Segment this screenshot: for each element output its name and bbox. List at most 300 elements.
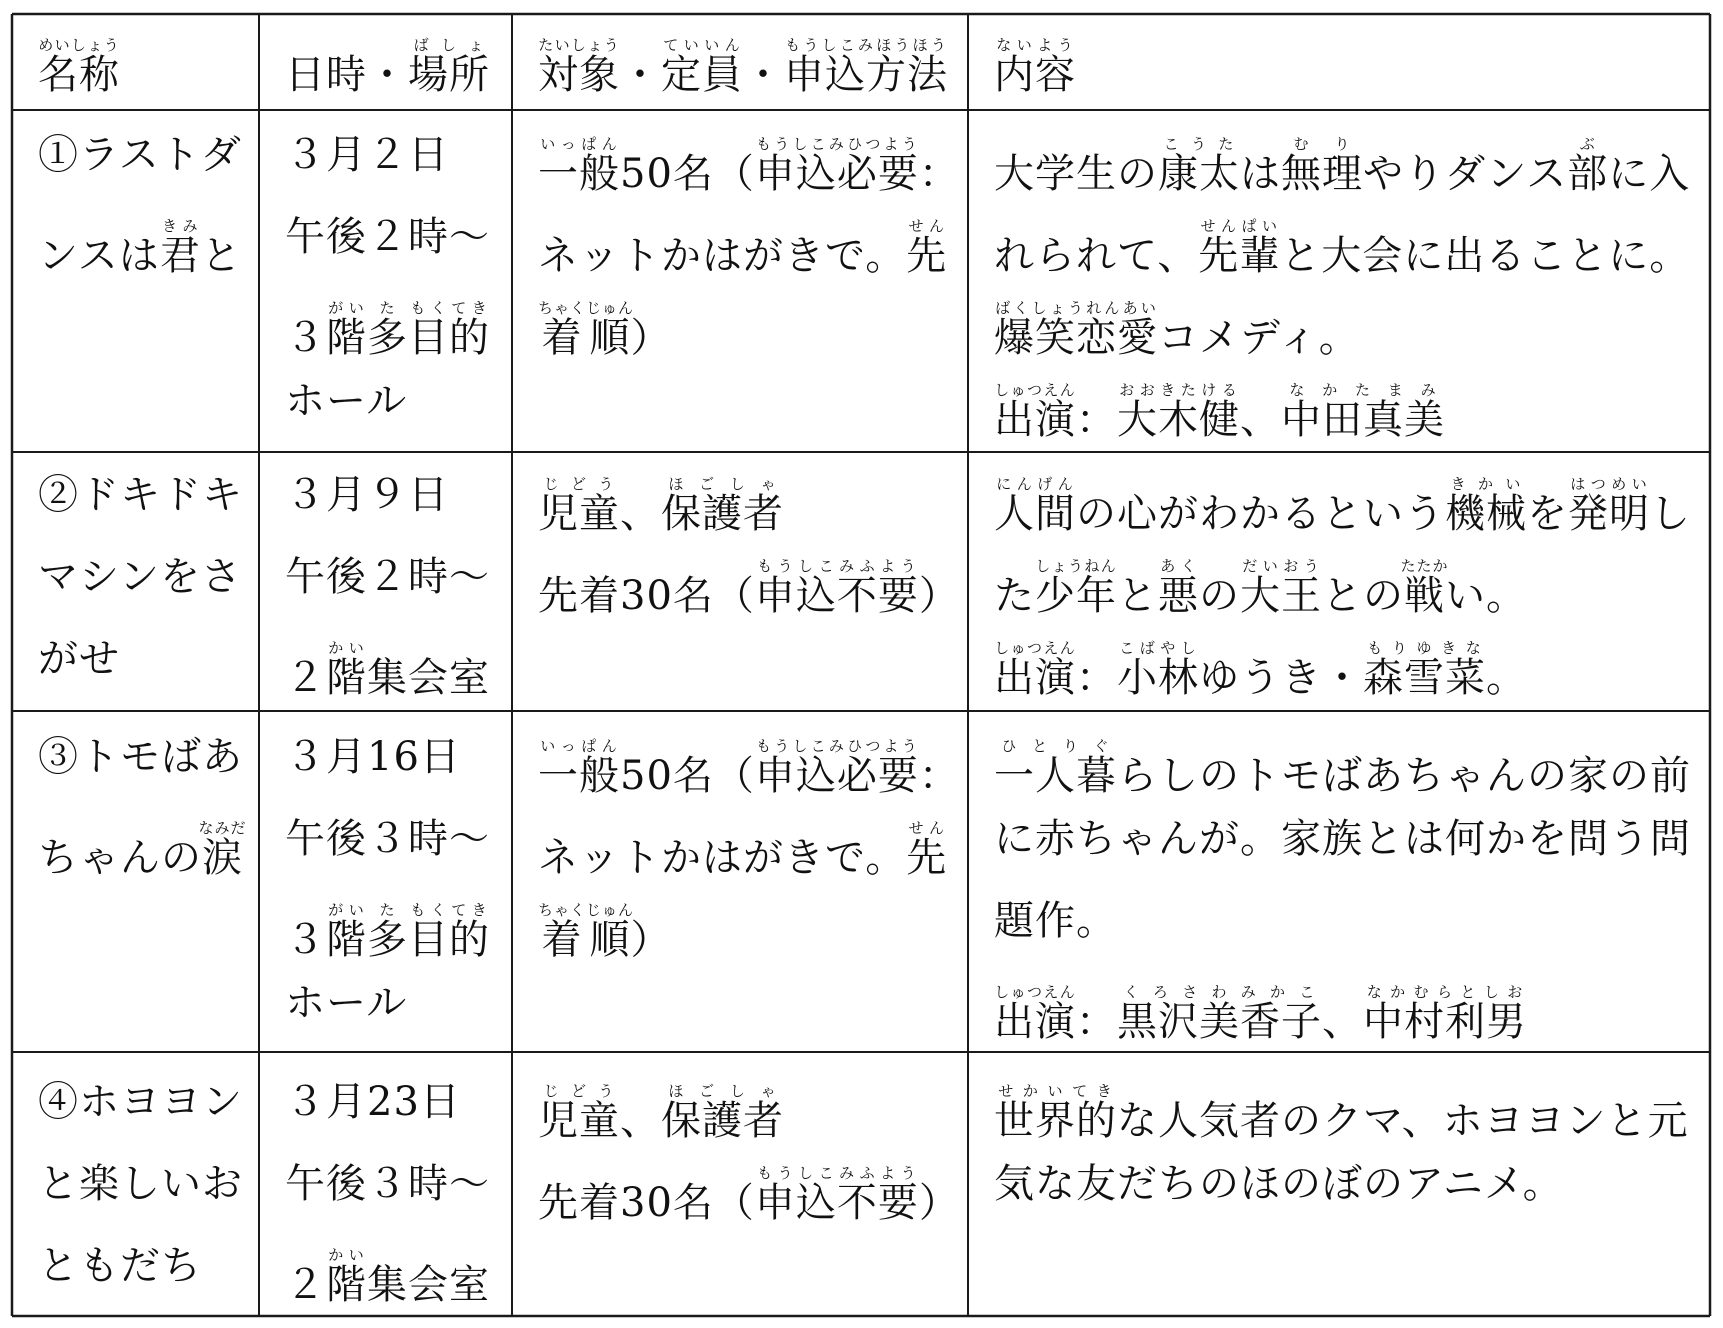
header-label: [538, 36, 948, 98]
kanji-text: 出演: [994, 655, 1076, 701]
text-segment: ３月16日: [285, 734, 461, 780]
text-segment: との: [1322, 573, 1404, 619]
furigana-word: [538, 299, 635, 361]
furigana-word: [326, 1246, 367, 1308]
furigana-reading: しゅつえん: [994, 639, 1076, 657]
table-cell-apply: [512, 110, 968, 452]
furigana-reading: しゅつえん: [994, 983, 1076, 1001]
furigana-reading: もうしこみほうほう: [784, 36, 948, 54]
table-cell-title: [12, 452, 259, 711]
title-line: [38, 819, 247, 881]
text-segment: ゆうき・: [1199, 655, 1363, 701]
kanji-text: 無理: [1281, 151, 1363, 197]
table-cell-content: [968, 452, 1710, 711]
kanji-text: 先: [906, 233, 948, 279]
kanji-text: 保護者: [661, 1098, 784, 1144]
furigana-word: [1445, 475, 1527, 537]
kanji-text: 少年: [1035, 573, 1117, 619]
text-segment: と大会に出ることに。: [1280, 233, 1691, 279]
furigana-word: [661, 1082, 784, 1144]
furigana-word: [994, 381, 1076, 443]
text-segment: 午後２時～: [285, 214, 490, 260]
furigana-word: [754, 135, 919, 197]
title-line: [38, 734, 243, 780]
text-segment: ホール: [285, 378, 408, 424]
header-cell-target-capacity-apply: [512, 14, 968, 110]
table-cell-schedule: [259, 1052, 512, 1316]
schedule-line: [285, 980, 408, 1026]
table-cell-title: [12, 110, 259, 452]
text-segment: ちゃんの: [38, 835, 202, 881]
text-segment: し: [1650, 491, 1691, 537]
text-segment: がせ: [38, 636, 120, 682]
furigana-reading: いっぱん: [538, 135, 620, 153]
table-cell-content: [968, 711, 1710, 1052]
furigana-word: [1400, 557, 1449, 619]
kanji-text: 中村利男: [1363, 999, 1527, 1045]
kanji-text: 保護者: [661, 491, 784, 537]
furigana-word: [408, 901, 490, 963]
kanji-text: 申込不要: [754, 573, 919, 619]
schedule-line: [285, 816, 490, 862]
furigana-word: [408, 299, 490, 361]
furigana-word: [367, 901, 408, 963]
furigana-word: [198, 819, 247, 881]
furigana-word: [326, 639, 367, 701]
table-cell-schedule: [259, 452, 512, 711]
schedule-line: [285, 734, 461, 780]
kanji-text: 目的: [408, 917, 490, 963]
furigana-reading: せんぱい: [1198, 217, 1281, 235]
text-segment: コメディ。: [1158, 315, 1360, 361]
furigana-word: [38, 36, 120, 98]
schedule-line: [285, 1246, 490, 1308]
kanji-text: 悪: [1158, 573, 1199, 619]
furigana-reading: はつめい: [1568, 475, 1650, 493]
content-line: [994, 898, 1117, 944]
kanji-text: 申込不要: [754, 1180, 919, 1226]
kanji-text: 申込必要: [754, 151, 919, 197]
furigana-word: [1281, 135, 1363, 197]
table-cell-content: [968, 110, 1710, 452]
furigana-reading: もうしこみふよう: [754, 557, 919, 575]
text-segment: 午後２時～: [285, 554, 490, 600]
text-segment: 先着30名（: [538, 1180, 755, 1226]
furigana-word: [326, 901, 367, 963]
kanji-text: 君: [159, 233, 201, 279]
text-segment: ３月９日: [285, 472, 449, 518]
furigana-word: [538, 475, 620, 537]
content-line: [994, 816, 1691, 862]
furigana-word: [1363, 983, 1527, 1045]
kanji-text: 部: [1567, 151, 1609, 197]
table-cell-content: [968, 1052, 1710, 1316]
header-label: [285, 36, 490, 98]
furigana-reading: じどう: [538, 475, 620, 493]
text-segment: ・: [743, 52, 784, 98]
furigana-word: [994, 983, 1076, 1045]
kanji-text: 一般: [538, 151, 620, 197]
text-segment: ンスは: [38, 233, 160, 279]
title-line: [38, 636, 120, 682]
furigana-word: [1117, 639, 1199, 701]
text-segment: 集会室: [367, 1262, 490, 1308]
text-segment: ①ラストダ: [38, 132, 242, 178]
kanji-text: 機械: [1445, 491, 1527, 537]
furigana-reading: じどう: [538, 1082, 620, 1100]
text-segment: 気な友だちのほのぼのアニメ。: [994, 1161, 1564, 1207]
furigana-reading: かい: [326, 639, 367, 657]
text-segment: の心がわかるという: [1076, 491, 1445, 537]
content-line: [994, 217, 1691, 279]
furigana-word: [538, 737, 620, 799]
text-segment: れられて、: [994, 233, 1199, 279]
text-segment: ）: [630, 917, 672, 963]
furigana-reading: むり: [1281, 135, 1363, 153]
furigana-word: [1158, 557, 1199, 619]
furigana-word: [994, 1082, 1117, 1144]
content-line: [994, 737, 1691, 799]
table-cell-title: [12, 711, 259, 1052]
text-segment: 。: [1486, 655, 1527, 701]
header-label: [994, 36, 1076, 98]
content-line: [994, 1161, 1564, 1207]
content-line: [994, 557, 1527, 619]
schedule-line: [285, 1079, 461, 1125]
text-segment: の: [1199, 573, 1240, 619]
kanji-text: 階: [326, 655, 367, 701]
kanji-text: 階: [326, 315, 367, 361]
furigana-word: [994, 639, 1076, 701]
furigana-word: [1363, 639, 1486, 701]
kanji-text: 康太: [1158, 151, 1240, 197]
furigana-reading: せん: [906, 819, 948, 837]
text-segment: を: [1527, 491, 1568, 537]
furigana-word: [1567, 135, 1609, 197]
content-line: [994, 299, 1360, 361]
schedule-line: [285, 639, 490, 701]
schedule-line: [285, 472, 449, 518]
table-cell-apply: [512, 711, 968, 1052]
kanji-text: 一人暮: [994, 753, 1117, 799]
text-segment: に入: [1608, 151, 1691, 197]
furigana-word: [1158, 135, 1240, 197]
text-segment: ）: [918, 573, 960, 619]
content-line: [994, 135, 1691, 197]
furigana-word: [538, 901, 635, 963]
kanji-text: 先輩: [1198, 233, 1281, 279]
furigana-reading: たたか: [1400, 557, 1449, 575]
furigana-reading: もうしこみひつよう: [754, 737, 919, 755]
kanji-text: 申込方法: [784, 52, 948, 98]
text-segment: 、: [1240, 397, 1281, 443]
header-label: [38, 36, 120, 98]
apply-line: [538, 135, 960, 197]
text-segment: ：: [1076, 999, 1117, 1045]
kanji-text: 人間: [994, 491, 1076, 537]
kanji-text: 対象: [538, 52, 620, 98]
text-segment: 、: [1322, 999, 1363, 1045]
text-segment: ３: [285, 917, 326, 963]
furigana-word: [1117, 983, 1322, 1045]
text-segment: 50名（: [620, 151, 755, 197]
kanji-text: 世界的: [994, 1098, 1117, 1144]
furigana-reading: こばやし: [1117, 639, 1199, 657]
text-segment: ：: [918, 753, 960, 799]
content-line: [994, 639, 1527, 701]
furigana-reading: もうしこみひつよう: [754, 135, 919, 153]
furigana-word: [367, 299, 408, 361]
kanji-text: 多: [367, 917, 408, 963]
text-segment: に赤ちゃんが。家族とは何かを問う問: [994, 816, 1691, 862]
furigana-word: [538, 1082, 620, 1144]
furigana-reading: しょうねん: [1035, 557, 1117, 575]
text-segment: らしのトモばあちゃんの家の前: [1117, 753, 1691, 799]
kanji-text: 階: [326, 1262, 367, 1308]
text-segment: マシンをさ: [38, 554, 242, 600]
furigana-word: [661, 36, 743, 98]
kanji-text: 爆笑恋愛: [994, 315, 1158, 361]
kanji-text: 大木健: [1117, 397, 1240, 443]
kanji-text: 多: [367, 315, 408, 361]
text-segment: 午後３時～: [285, 816, 490, 862]
furigana-reading: ちゃくじゅん: [538, 299, 635, 317]
text-segment: ）: [918, 1180, 960, 1226]
text-segment: ネットかはがきで。: [538, 233, 907, 279]
furigana-word: [661, 475, 784, 537]
furigana-reading: なかむらとしお: [1363, 983, 1527, 1001]
header-cell-content: [968, 14, 1710, 110]
kanji-text: 中田真美: [1281, 397, 1445, 443]
text-segment: 先着30名（: [538, 573, 755, 619]
table-cell-apply: [512, 1052, 968, 1316]
text-segment: 、: [620, 1098, 661, 1144]
content-line: [994, 1082, 1689, 1144]
text-segment: い。: [1445, 573, 1527, 619]
kanji-text: 発明: [1568, 491, 1650, 537]
furigana-reading: もくてき: [408, 901, 490, 919]
furigana-reading: きみ: [159, 217, 201, 235]
furigana-word: [1035, 557, 1117, 619]
furigana-word: [1117, 381, 1240, 443]
title-line: [38, 132, 242, 178]
furigana-reading: しゅつえん: [994, 381, 1076, 399]
content-line: [994, 983, 1527, 1045]
text-segment: やりダンス: [1363, 151, 1568, 197]
apply-line: [538, 737, 960, 799]
table-cell-schedule: [259, 110, 512, 452]
kanji-text: 名称: [38, 52, 120, 98]
schedule-line: [285, 214, 490, 260]
furigana-word: [408, 36, 490, 98]
text-segment: ・: [620, 52, 661, 98]
furigana-reading: かい: [326, 1246, 367, 1264]
furigana-reading: きかい: [1445, 475, 1527, 493]
kanji-text: 目的: [408, 315, 490, 361]
text-segment: ３: [285, 315, 326, 361]
kanji-text: 定員: [661, 52, 743, 98]
furigana-reading: なみだ: [198, 819, 247, 837]
schedule-line: [285, 1161, 490, 1207]
text-segment: ２: [285, 1262, 326, 1308]
furigana-reading: ほごしゃ: [661, 1082, 784, 1100]
schedule-line: [285, 132, 449, 178]
title-line: [38, 472, 243, 518]
furigana-reading: ちゃくじゅん: [538, 901, 635, 919]
furigana-word: [1568, 475, 1650, 537]
apply-line: [538, 475, 784, 537]
text-segment: と: [200, 233, 242, 279]
title-line: [38, 217, 242, 279]
furigana-word: [1198, 217, 1281, 279]
furigana-reading: あく: [1158, 557, 1199, 575]
text-segment: ２: [285, 655, 326, 701]
furigana-word: [159, 217, 201, 279]
text-segment: ③トモばあ: [38, 734, 243, 780]
furigana-reading: ぶ: [1567, 135, 1609, 153]
furigana-reading: ないよう: [994, 36, 1076, 54]
schedule-line: [285, 901, 490, 963]
apply-line: [538, 557, 960, 619]
furigana-word: [994, 36, 1076, 98]
kanji-text: 階: [326, 917, 367, 963]
furigana-word: [784, 36, 948, 98]
furigana-reading: こうた: [1158, 135, 1240, 153]
text-segment: と楽しいお: [38, 1161, 243, 1207]
table-cell-schedule: [259, 711, 512, 1052]
apply-line: [538, 217, 948, 279]
kanji-text: 着順: [538, 315, 635, 361]
furigana-word: [754, 1164, 919, 1226]
kanji-text: 児童: [538, 491, 620, 537]
text-segment: ：: [1076, 655, 1117, 701]
text-segment: ともだち: [38, 1243, 202, 1289]
kanji-text: 小林: [1117, 655, 1199, 701]
kanji-text: 出演: [994, 397, 1076, 443]
furigana-word: [754, 557, 919, 619]
text-segment: ３月23日: [285, 1079, 461, 1125]
header-cell-name: [12, 14, 259, 110]
furigana-reading: おおきたける: [1117, 381, 1240, 399]
furigana-reading: にんげん: [994, 475, 1076, 493]
text-segment: な人気者のクマ、ホヨヨンと元: [1117, 1098, 1689, 1144]
text-segment: た: [994, 573, 1035, 619]
furigana-word: [754, 737, 919, 799]
furigana-word: [906, 217, 948, 279]
apply-line: [538, 819, 948, 881]
text-segment: 午後３時～: [285, 1161, 490, 1207]
kanji-text: 先: [906, 835, 948, 881]
furigana-reading: いっぱん: [538, 737, 620, 755]
furigana-reading: もうしこみふよう: [754, 1164, 919, 1182]
furigana-reading: だいおう: [1240, 557, 1322, 575]
furigana-reading: た: [367, 299, 408, 317]
apply-line: [538, 299, 672, 361]
furigana-word: [538, 36, 620, 98]
apply-line: [538, 1164, 960, 1226]
furigana-reading: ほごしゃ: [661, 475, 784, 493]
furigana-reading: ひとりぐ: [994, 737, 1117, 755]
kanji-text: 内容: [994, 52, 1076, 98]
text-segment: は: [1240, 151, 1281, 197]
text-segment: ネットかはがきで。: [538, 835, 907, 881]
kanji-text: 出演: [994, 999, 1076, 1045]
text-segment: ホール: [285, 980, 408, 1026]
text-segment: ②ドキドキ: [38, 472, 243, 518]
table-cell-apply: [512, 452, 968, 711]
furigana-word: [994, 299, 1158, 361]
schedule-line: [285, 299, 490, 361]
text-segment: 集会室: [367, 655, 490, 701]
text-segment: ３月２日: [285, 132, 449, 178]
furigana-reading: がい: [326, 299, 367, 317]
title-line: [38, 554, 242, 600]
furigana-reading: めいしょう: [38, 36, 120, 54]
text-segment: ④ホヨヨン: [38, 1079, 243, 1125]
furigana-word: [326, 299, 367, 361]
text-segment: 題作。: [994, 898, 1117, 944]
furigana-reading: せん: [906, 217, 948, 235]
furigana-word: [994, 737, 1117, 799]
apply-line: [538, 1082, 784, 1144]
kanji-text: 黒沢美香子: [1117, 999, 1322, 1045]
title-line: [38, 1161, 243, 1207]
furigana-reading: た: [367, 901, 408, 919]
furigana-reading: ばしょ: [408, 36, 490, 54]
furigana-reading: がい: [326, 901, 367, 919]
furigana-word: [906, 819, 948, 881]
furigana-reading: くろさわみかこ: [1117, 983, 1322, 1001]
text-segment: 大学生の: [994, 151, 1158, 197]
furigana-reading: もりゆきな: [1363, 639, 1486, 657]
text-segment: 日時・: [285, 52, 408, 98]
schedule-line: [285, 554, 490, 600]
title-line: [38, 1243, 202, 1289]
content-line: [994, 381, 1445, 443]
kanji-text: 涙: [198, 835, 247, 881]
schedule-line: [285, 378, 408, 424]
kanji-text: 一般: [538, 753, 620, 799]
kanji-text: 場所: [408, 52, 490, 98]
text-segment: と: [1117, 573, 1158, 619]
furigana-reading: たいしょう: [538, 36, 620, 54]
text-segment: 50名（: [620, 753, 755, 799]
kanji-text: 森雪菜: [1363, 655, 1486, 701]
text-segment: ：: [918, 151, 960, 197]
kanji-text: 大王: [1240, 573, 1322, 619]
header-cell-datetime-place: [259, 14, 512, 110]
text-segment: ）: [630, 315, 672, 361]
text-segment: ：: [1076, 397, 1117, 443]
apply-line: [538, 901, 672, 963]
text-segment: 、: [620, 491, 661, 537]
kanji-text: 児童: [538, 1098, 620, 1144]
kanji-text: 着順: [538, 917, 635, 963]
content-line: [994, 475, 1691, 537]
furigana-reading: ばくしょうれんあい: [994, 299, 1158, 317]
title-line: [38, 1079, 243, 1125]
furigana-reading: もくてき: [408, 299, 490, 317]
furigana-reading: なかたまみ: [1281, 381, 1445, 399]
furigana-word: [1281, 381, 1445, 443]
furigana-word: [538, 135, 620, 197]
kanji-text: 戦: [1400, 573, 1449, 619]
table-cell-title: [12, 1052, 259, 1316]
furigana-reading: ていいん: [661, 36, 743, 54]
furigana-reading: せかいてき: [994, 1082, 1117, 1100]
kanji-text: 申込必要: [754, 753, 919, 799]
furigana-word: [994, 475, 1076, 537]
